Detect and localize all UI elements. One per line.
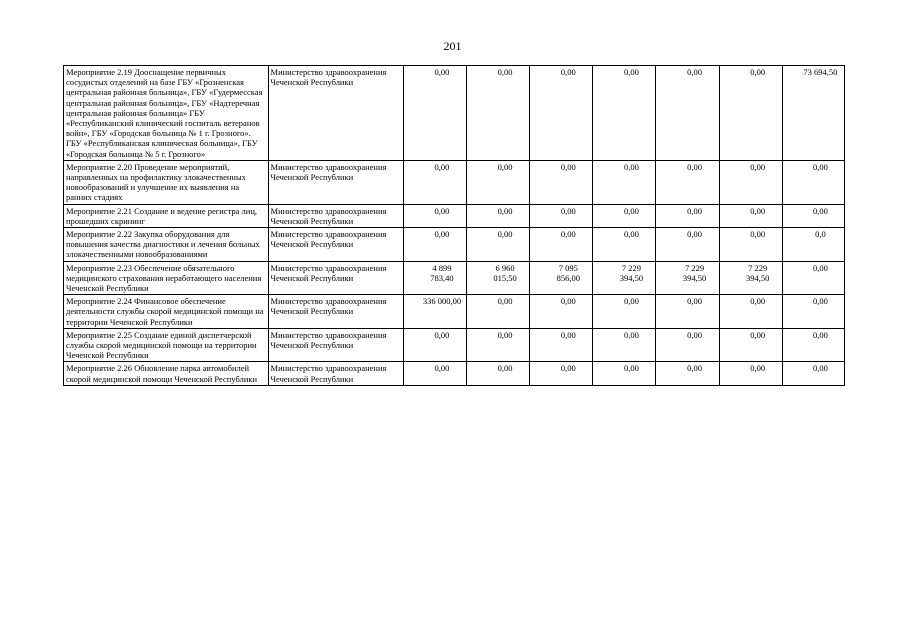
amount-value: 0,00 xyxy=(812,161,828,172)
amount-cell xyxy=(782,66,844,161)
amount-cell xyxy=(782,160,844,204)
amount-value: 0,00 xyxy=(560,229,576,240)
amount-cell xyxy=(403,261,466,295)
amount-cell xyxy=(656,66,719,161)
amount-cell xyxy=(719,261,782,295)
amount-cell xyxy=(782,204,844,227)
amount-value: 0,00 xyxy=(497,229,513,240)
amount-cell xyxy=(403,328,466,362)
amount-cell xyxy=(656,362,719,385)
amount-cell xyxy=(403,160,466,204)
amount-cell xyxy=(467,204,530,227)
amount-value: 7 229 394,50 xyxy=(746,262,770,283)
amount-value: 6 960 015,50 xyxy=(493,262,517,283)
executor-cell: Министерство здравоохранения Чеченской Республики xyxy=(268,328,403,362)
amount-cell xyxy=(403,66,466,161)
amount-value: 4 899 783,40 xyxy=(430,262,454,283)
amount-cell xyxy=(530,261,593,295)
table-row xyxy=(64,295,845,329)
amount-cell xyxy=(782,228,844,262)
table-row xyxy=(64,228,845,262)
amount-cell xyxy=(593,204,656,227)
amount-cell xyxy=(656,204,719,227)
activity-name-cell: Мероприятие 2.19 Дооснащение первичных сосудистых отделений на базе ГБУ «Грозненская центральная районная больница», ГБУ «Гудермесская центральная районная больница», ГБУ «Надтеречная центральная районная больница» ГБУ «Республиканский клинический госпиталь ветеранов войн», ГБУ «Городская больница № 1 г. Грозного». ГБУ «Республиканская клиническая больница», ГБУ «Городская больница № 5 г. Грозного» xyxy=(64,66,269,161)
amount-cell xyxy=(467,328,530,362)
amount-cell xyxy=(530,228,593,262)
executor-cell: Министерство здравоохранения Чеченской Республики xyxy=(268,160,403,204)
amount-value: 0,00 xyxy=(750,161,766,172)
amount-value: 0,00 xyxy=(687,296,702,307)
amount-cell xyxy=(782,362,844,385)
activity-name-cell: Мероприятие 2.24 Финансовое обеспечение деятельности службы скорой медицинской помощи на территории Чеченской Республики xyxy=(64,295,269,329)
amount-value: 0,00 xyxy=(812,262,828,273)
executor-cell: Министерство здравоохранения Чеченской Республики xyxy=(268,295,403,329)
executor-cell: Министерство здравоохранения Чеченской Республики xyxy=(268,228,403,262)
amount-value: 0,00 xyxy=(497,296,513,307)
amount-cell xyxy=(656,295,719,329)
table-row xyxy=(64,160,845,204)
amount-value: 0,00 xyxy=(434,329,450,340)
amount-value: 0,00 xyxy=(687,329,702,340)
amount-value: 0,0 xyxy=(815,229,826,240)
amount-value: 0,00 xyxy=(750,67,766,77)
amount-cell xyxy=(403,295,466,329)
amount-value: 0,00 xyxy=(497,205,513,216)
amount-value: 0,00 xyxy=(560,363,576,374)
amount-cell xyxy=(467,160,530,204)
amount-value: 0,00 xyxy=(687,161,702,172)
amount-value: 0,00 xyxy=(560,67,576,77)
amount-value: 0,00 xyxy=(497,329,513,340)
amount-value: 0,00 xyxy=(434,161,450,172)
amount-cell xyxy=(403,362,466,385)
amount-value: 0,00 xyxy=(687,205,702,216)
amount-value: 0,00 xyxy=(560,205,576,216)
amount-cell xyxy=(719,66,782,161)
amount-cell xyxy=(467,228,530,262)
amount-value: 0,00 xyxy=(434,229,450,240)
activity-name-cell: Мероприятие 2.23 Обеспечение обязательного медицинского страхования неработающего населения Чеченской Республики xyxy=(64,261,269,295)
executor-cell: Министерство здравоохранения Чеченской Республики xyxy=(268,204,403,227)
amount-cell xyxy=(403,204,466,227)
amount-value: 336 000,00 xyxy=(422,296,462,307)
amount-value: 7 229 394,50 xyxy=(619,262,644,283)
amount-cell xyxy=(656,261,719,295)
table-row xyxy=(64,328,845,362)
amount-cell xyxy=(467,362,530,385)
page-number: 201 xyxy=(443,39,462,53)
amount-value: 0,00 xyxy=(812,329,828,340)
activity-name-cell: Мероприятие 2.22 Закупка оборудования для повышения качества диагностики и лечения больных злокачественными новообразованиями xyxy=(64,228,269,262)
budget-table xyxy=(63,65,845,386)
executor-cell: Министерство здравоохранения Чеченской Республики xyxy=(268,66,403,161)
amount-value: 0,00 xyxy=(812,363,828,374)
amount-value: 7 095 856,00 xyxy=(556,262,580,283)
amount-cell xyxy=(719,328,782,362)
amount-value: 0,00 xyxy=(623,67,639,77)
amount-cell xyxy=(530,362,593,385)
amount-cell xyxy=(656,328,719,362)
activity-name-cell: Мероприятие 2.20 Проведение мероприятий, направленных на профилактику злокачественных новообразований и улучшение их выявления на ранних стадиях xyxy=(64,160,269,204)
amount-value: 0,00 xyxy=(750,363,766,374)
amount-value: 0,00 xyxy=(497,161,513,172)
amount-cell xyxy=(782,261,844,295)
executor-cell: Министерство здравоохранения Чеченской Республики xyxy=(268,261,403,295)
amount-cell xyxy=(719,228,782,262)
amount-cell xyxy=(530,160,593,204)
amount-cell xyxy=(467,66,530,161)
activity-name-cell: Мероприятие 2.25 Создание единой диспетчерской службы скорой медицинской помощи на территории Чеченской Республики xyxy=(64,328,269,362)
amount-cell xyxy=(719,362,782,385)
amount-value: 0,00 xyxy=(623,329,639,340)
table-row xyxy=(64,204,845,227)
amount-cell xyxy=(593,362,656,385)
amount-cell xyxy=(719,204,782,227)
amount-value: 0,00 xyxy=(687,363,702,374)
amount-value: 7 229 394,50 xyxy=(682,262,707,283)
amount-cell xyxy=(403,228,466,262)
amount-value: 0,00 xyxy=(687,67,702,77)
amount-cell xyxy=(467,295,530,329)
amount-cell xyxy=(656,160,719,204)
amount-value: 0,00 xyxy=(497,363,513,374)
amount-value: 0,00 xyxy=(560,296,576,307)
budget-table-body xyxy=(64,66,845,386)
amount-value: 0,00 xyxy=(434,205,450,216)
amount-cell xyxy=(530,204,593,227)
amount-value: 0,00 xyxy=(812,296,828,307)
amount-cell xyxy=(530,328,593,362)
amount-cell xyxy=(593,328,656,362)
amount-value: 0,00 xyxy=(687,229,702,240)
amount-value: 0,00 xyxy=(623,296,639,307)
amount-value: 0,00 xyxy=(750,205,766,216)
executor-cell: Министерство здравоохранения Чеченской Республики xyxy=(268,362,403,385)
amount-cell xyxy=(593,261,656,295)
activity-name-cell: Мероприятие 2.26 Обновление парка автомобилей скорой медицинской помощи Чеченской Республики xyxy=(64,362,269,385)
amount-value: 0,00 xyxy=(750,296,766,307)
amount-cell xyxy=(593,160,656,204)
table-row xyxy=(64,261,845,295)
amount-cell xyxy=(593,295,656,329)
amount-value: 0,00 xyxy=(434,363,450,374)
amount-value: 0,00 xyxy=(750,229,766,240)
amount-value: 0,00 xyxy=(750,329,766,340)
amount-value: 0,00 xyxy=(812,205,828,216)
activity-name-cell: Мероприятие 2.21 Создание и ведение регистра лиц, прошедших скрининг xyxy=(64,204,269,227)
amount-cell xyxy=(530,66,593,161)
table-row xyxy=(64,362,845,385)
amount-cell xyxy=(782,295,844,329)
amount-cell xyxy=(719,160,782,204)
amount-cell xyxy=(467,261,530,295)
amount-value: 0,00 xyxy=(434,67,450,77)
amount-value: 0,00 xyxy=(560,161,576,172)
amount-value: 0,00 xyxy=(623,205,639,216)
amount-cell xyxy=(530,295,593,329)
amount-cell xyxy=(719,295,782,329)
amount-value: 0,00 xyxy=(497,67,513,77)
table-row xyxy=(64,66,845,161)
amount-cell xyxy=(593,228,656,262)
amount-value: 0,00 xyxy=(623,363,639,374)
amount-value: 0,00 xyxy=(623,229,639,240)
amount-value: 0,00 xyxy=(560,329,576,340)
amount-value: 73 694,50 xyxy=(803,67,838,77)
amount-cell xyxy=(656,228,719,262)
amount-cell xyxy=(782,328,844,362)
amount-value: 0,00 xyxy=(623,161,639,172)
amount-cell xyxy=(593,66,656,161)
